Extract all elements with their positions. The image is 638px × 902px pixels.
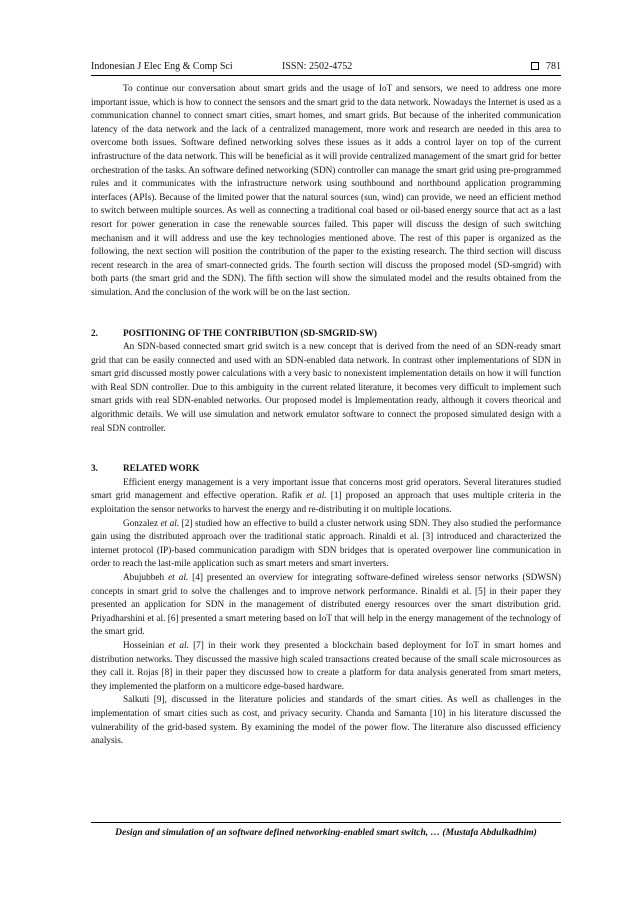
section-2-number: 2. — [91, 328, 98, 339]
journal-name: Indonesian J Elec Eng & Comp Sci — [91, 61, 233, 72]
section-3-number: 3. — [91, 464, 98, 475]
section-3-title: RELATED WORK — [123, 464, 200, 475]
related-work-paragraph: Efficient energy management is a very important issue that concerns most grid operators. Several literatures studied smart grid management and effective operation. Rafik et al. [1] proposed an approach that uses multiple criteria in the exploitation the sensor networks to harvest the energy and re-distributing it on multiple locations. — [91, 477, 561, 516]
intro-paragraph: To continue our conversation about smart grids and the usage of IoT and sensors, we need to address one more important issue, which is how to connect the sensors and the smart grid to the data network. Nowadays the Internet is used as a communication channel to connect smart cities, smart homes, and smart grids. But because of the inherited communication latency of the data network and the lack of a centralized management, more work and research are needed in this area to overcome both issues. Software defined networking solves these issues as it adds a control layer on top of the current infrastructure of the data network. This will be beneficial as it will provide centralized management of the smart grid for better orchestration of the tasks. An software defined networking (SDN) controller can manage the smart grid using pre-programmed rules and it communicates with the infrastructure network using southbound and northbound application programming interfaces (APIs). Because of the limited power that the natural sources (sun, wind) can provide, we need an efficient method to switch between multiple sources. As well as connecting a traditional coal based or oil-based energy source that act as a last resort for power generation in case the renewable sources failed. This paper will discuss the design of such switching mechanism and it will address and use the key technologies mentioned above. The rest of this paper is organized as the following, the next section will position the contribution of the paper to the existing research. The third section will discuss recent research in the area of smart-connected grids. The fourth section will discuss the proposed model (SD-smgrid) with both parts (the smart grid and the SDN). The fifth section will show the simulated model and the results obtained from the simulation. And the conclusion of the work will be on the last section. — [91, 84, 561, 298]
section-2-title: POSITIONING OF THE CONTRIBUTION (SD-SMGRID-SW) — [123, 328, 377, 339]
section-2-heading — [91, 328, 561, 342]
section-2-paragraph: An SDN-based connected smart grid switch is a new concept that is derived from the need of an SDN-ready smart grid that can be easily connected and used with an SDN-enabled data network. In contrast other implementations of SDN in smart grid discussed mostly power calculations with a very basic to nonexistent implementation details on how it will function with Real SDN controller. Due to this ambiguity in the current related literature, it becomes very difficult to implement such smart grids with real SDN-enabled networks. Our proposed model is Implementation ready, although it covers theorical and algorithmic details. We will use simulation and network emulator software to connect the proposed simulated design with a real SDN controller. — [91, 342, 561, 434]
running-header — [91, 59, 561, 76]
related-work-paragraph: Hosseinian et al. [7] in their work they presented a blockchain based deployment for IoT in smart homes and distribution networks. They discussed the massive high scaled transactions created because of the small scale microsources as they call it. Rojas [8] in their paper they discussed how to create a platform for data analysis generated from smart meters, they implemented the platform on a multicore edge-based hardware. — [91, 640, 561, 692]
checkbox-square-icon — [531, 62, 539, 70]
related-work-paragraph: Abujubbeh et al. [4] presented an overview for integrating software-defined wireless sensor networks (SDWSN) concepts in smart grid to solve the challenges and to improve network performance. Rinaldi et al. [5] in their paper they presented an application for SDN in the management of distributed energy resources over the smart distribution grid. Priyadharshini et al. [6] presented a smart metering based on IoT that will help in the energy management of the technology of the smart grid. — [91, 573, 561, 638]
body-text — [91, 83, 561, 749]
page-number: 781 — [546, 61, 561, 72]
section-3-heading — [91, 463, 561, 477]
running-footer: Design and simulation of an software defined networking-enabled smart switch, … (Mustafa Abdulkadhim) — [91, 822, 561, 838]
related-work-paragraph: Salkuti [9], discussed in the literature policies and standards of the smart cities. As well as challenges in the implementation of smart cities such as cost, and privacy security. Chanda and Samanta [10] in his literature discussed the vulnerability of the grid-based system. By examining the model of the power flow. The literature also discussed efficiency analysis. — [91, 695, 561, 747]
issn: ISSN: 2502-4752 — [282, 61, 353, 72]
related-work-paragraph: Gonzalez et al. [2] studied how an effective to build a cluster network using SDN. They also studied the performance gain using the distributed approach over the traditional static approach. Rinaldi et al. [3] introduced and characterized the internet protocol (IP)-based communication paradigm with SDN bridges that is operated overpower line communication in order to reach the last-mile application such as smart meters and smart inverters. — [91, 518, 561, 570]
